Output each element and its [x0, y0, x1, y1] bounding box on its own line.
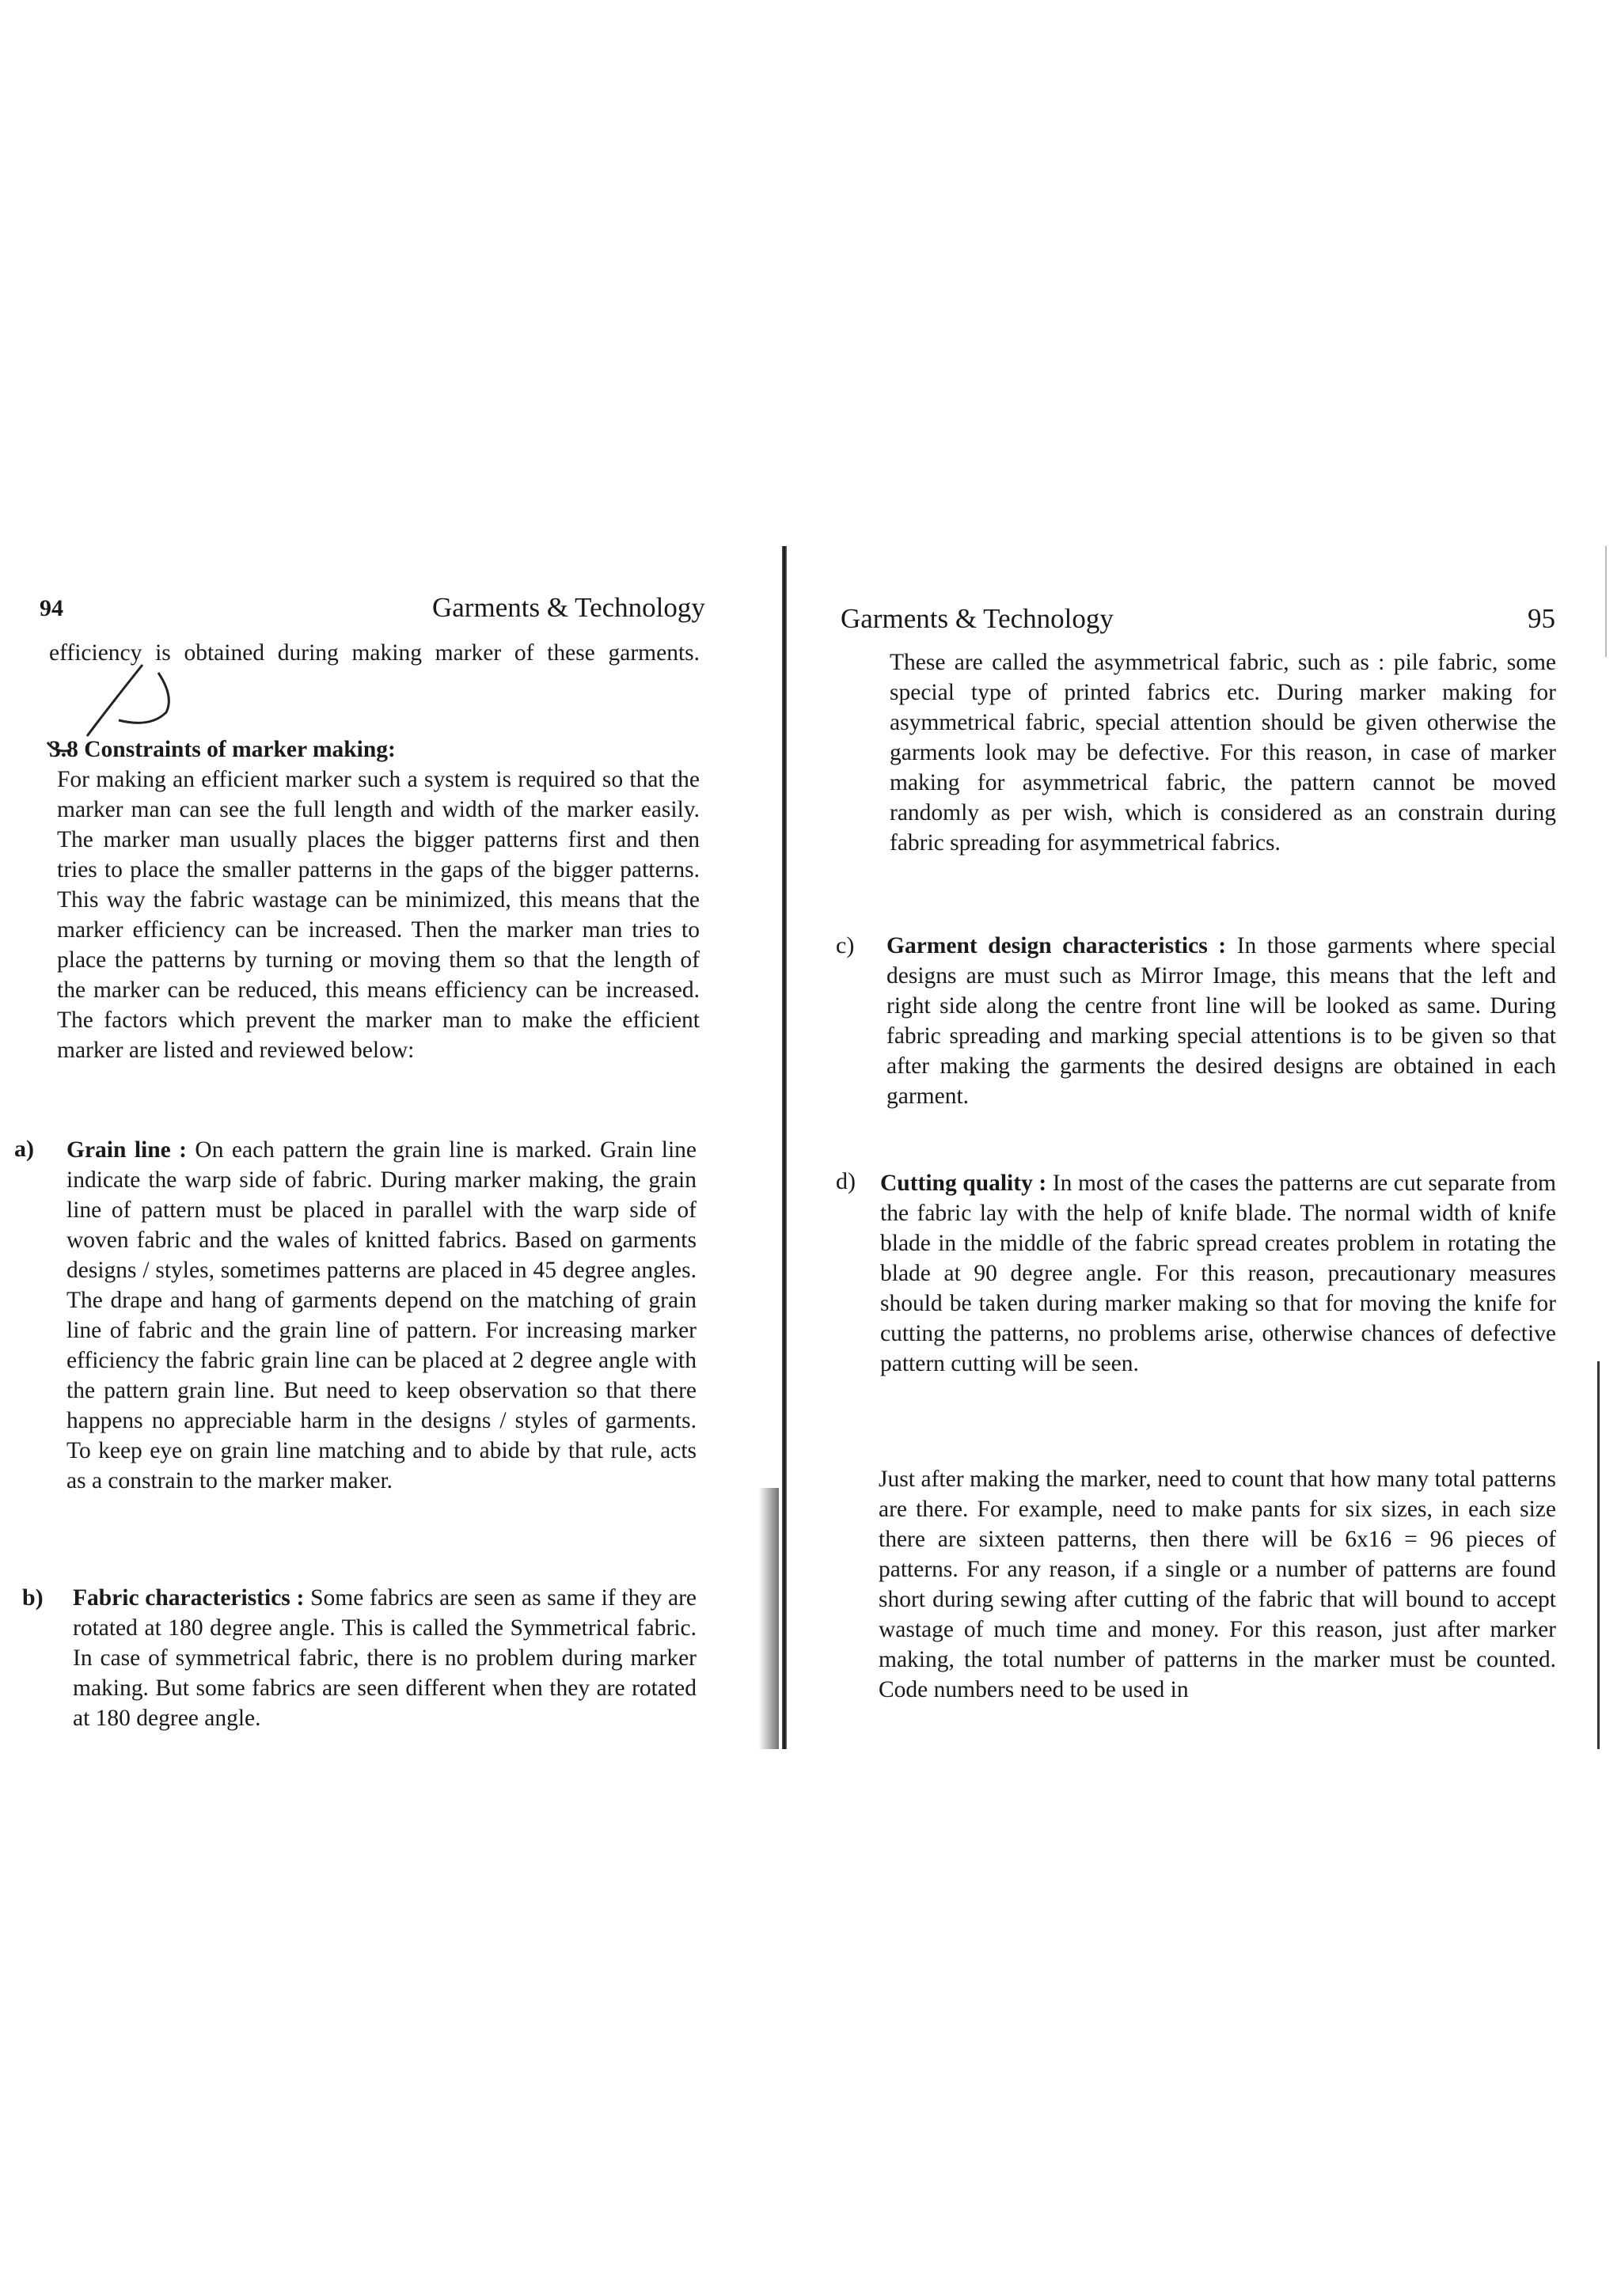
item-term: Garment design characteristics : [886, 933, 1227, 958]
item-term: Grain line : [66, 1137, 187, 1163]
item-term: Cutting quality : [880, 1171, 1047, 1196]
page-number: 95 [1528, 603, 1555, 634]
right-page [792, 0, 1621, 2296]
item-body: In those garments where special designs are must such as Mirror Image, this means that the left and right side along the centre front line will be looked as same. During fabric spreading and marking special attentions is to be given so that after making the garments the desired designs are obtained in each garment. [886, 933, 1556, 1109]
section-title: Constraints of marker making: [84, 737, 396, 762]
list-label: a) [14, 1136, 34, 1162]
section-heading [49, 734, 700, 765]
list-item [73, 1583, 697, 1733]
running-head: Garments & Technology [432, 592, 705, 623]
continuation-text: These are called the asymmetrical fabric, such as : pile fabric, some special type of printed fabrics etc. During marker making for asymmetrical fabric, special attention should be given otherwise the garments look may be defective. For this reason, in case of marker making for asymmetrical fabric, the pattern cannot be moved randomly as per wish, which is considered as an constrain during fabric spreading for asymmetrical fabrics. [890, 650, 1556, 856]
list-label: d) [836, 1168, 856, 1194]
list-item [880, 1168, 1556, 1379]
list-item [886, 931, 1556, 1111]
spine-shadow [758, 1488, 779, 1749]
item-body: On each pattern the grain line is marked. Grain line indicate the warp side of fabric. During marker making, the grain line of pattern must be placed in parallel with the warp side of woven fabric and the wales of knitted fabrics. Based on garments designs / styles, sometimes patterns are placed in 45 degree angles. The drape and hang of garments depend on the matching of grain line of fabric and the grain line of pattern. For increasing marker efficiency the fabric grain line can be placed at 2 degree angle with the pattern grain line. But need to keep observation so that there happens no appreciable harm in the designs / styles of garments. To keep eye on grain line matching and to abide by that rule, acts as a constrain to the marker maker. [66, 1137, 697, 1493]
section-number: 3.8 [49, 737, 78, 762]
page-number: 94 [40, 595, 63, 621]
left-page [0, 0, 760, 2296]
running-head: Garments & Technology [841, 603, 1114, 634]
book-spine [782, 546, 787, 1749]
continuation-text: efficiency is obtained during making marker of these garments. [49, 640, 700, 666]
list-item [66, 1135, 697, 1496]
list-label: c) [836, 932, 855, 958]
item-body: In most of the cases the patterns are cut separate from the fabric lay with the help of knife blade. The normal width of knife blade in the middle of the fabric spread creates problem in rotating the blade at 90 degree angle. For this reason, precautionary measures should be taken during marker making so that for moving the knife for cutting the patterns, no problems arise, otherwise chances of defective pattern cutting will be seen. [880, 1171, 1556, 1376]
list-label: b) [22, 1584, 44, 1611]
section-intro: For making an efficient marker such a system is required so that the marker man can see the full length and width of the marker easily. The marker man usually places the bigger patterns first and then tries to place the smaller patterns in the gaps of the bigger patterns. This way the fabric wastage can be minimized, this means that the marker efficiency can be increased. Then the marker man tries to place the patterns by turning or moving them so that the length of the marker can be reduced, this means efficiency can be increased. The factors which prevent the marker man to make the efficient marker are listed and reviewed below: [57, 767, 700, 1063]
closing-paragraph: Just after making the marker, need to count that how many total patterns are there. For example, need to make pants for six sizes, in each size there are sixteen patterns, then there will be 6x16 = 96 pieces of patterns. For any reason, if a single or a number of patterns are found short during sewing after cutting of the fabric that will bound to accept wastage of much time and money. For this reason, just after marker making, the total number of patterns in the marker must be counted. Code numbers need to be used in [879, 1467, 1556, 1702]
item-body: Some fabrics are seen as same if they are rotated at 180 degree angle. This is called the Symmetrical fabric. In case of symmetrical fabric, there is no problem during marker making. But some fabrics are seen different when they are rotated at 180 degree angle. [73, 1585, 697, 1731]
item-term: Fabric characteristics : [73, 1585, 305, 1611]
